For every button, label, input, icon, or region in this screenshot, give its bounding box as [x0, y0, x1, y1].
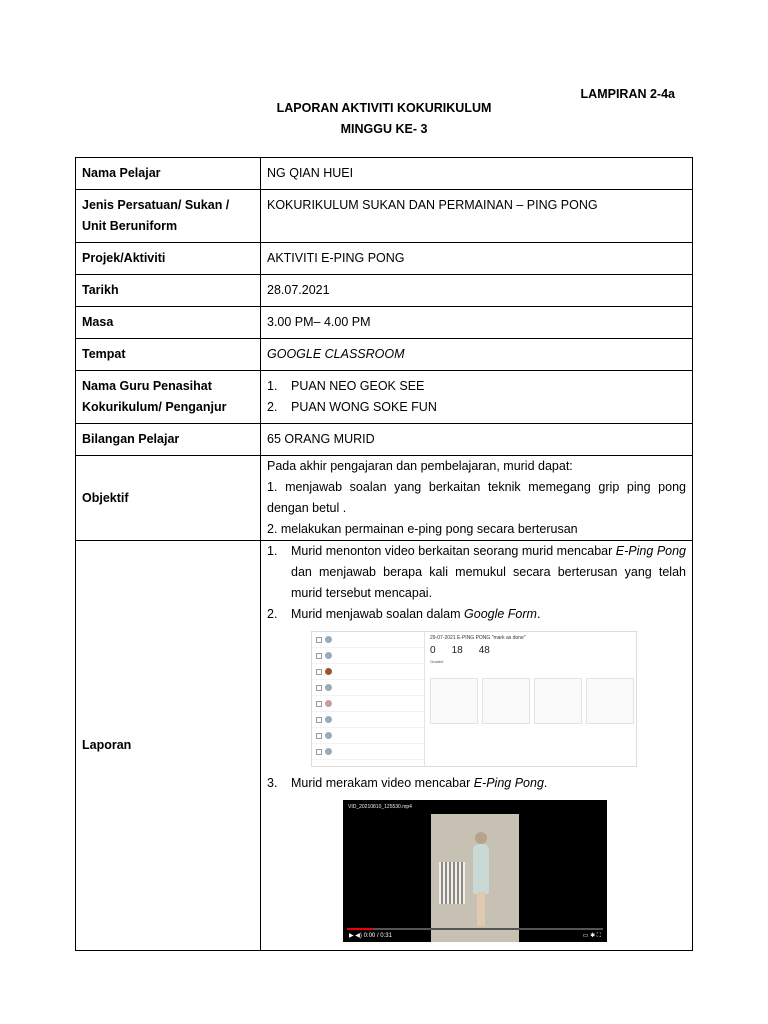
objektif-line-1: 1. menjawab soalan yang berkaitan teknik memegang grip ping pong dengan betul . — [267, 480, 686, 515]
video-progress-bar — [347, 928, 603, 930]
value-guru — [261, 371, 693, 424]
laporan-list — [267, 541, 686, 625]
student-row — [312, 648, 424, 664]
assignment-heading: 29-07-2021 E-PING PONG — [430, 635, 491, 641]
row-projek — [76, 243, 693, 275]
google-classroom-screenshot — [311, 631, 637, 767]
label-objektif: Objektif — [76, 456, 261, 541]
video-screenshot — [343, 800, 607, 942]
laporan-text: . — [543, 776, 548, 790]
student-row — [312, 664, 424, 680]
row-objektif — [76, 456, 693, 541]
laporan-num: 3. — [267, 776, 278, 790]
value-objektif — [261, 456, 693, 541]
laporan-em: E-Ping Pong — [473, 776, 544, 790]
row-tarikh — [76, 275, 693, 307]
laporan-text: dan menjawab berapa kali memukul secara berterusan yang telah murid tersebut mencapai. — [291, 565, 686, 600]
laporan-num: 1. — [267, 544, 278, 558]
label-masa: Masa — [76, 307, 261, 339]
label-bilangan: Bilangan Pelajar — [76, 424, 261, 456]
player-figure — [473, 844, 489, 894]
label-guru: Nama Guru Penasihat Kokurikulum/ Penganjur — [76, 371, 261, 424]
row-bilangan — [76, 424, 693, 456]
report-week: MINGGU KE- 3 — [340, 122, 428, 136]
laporan-text: Murid menonton video berkaitan seorang murid mencabar — [291, 544, 616, 558]
student-row — [312, 728, 424, 744]
row-jenis — [76, 190, 693, 243]
submission-card — [586, 678, 634, 724]
label-nama-pelajar: Nama Pelajar — [76, 158, 261, 190]
row-laporan — [76, 541, 693, 951]
student-row — [312, 712, 424, 728]
laporan-text: Murid merakam video mencabar — [291, 776, 474, 790]
guru-list — [267, 376, 686, 418]
label-jenis: Jenis Persatuan/ Sukan / Unit Beruniform — [76, 190, 261, 243]
filter-label: Graded — [430, 659, 444, 664]
laporan-num: 2. — [267, 607, 278, 621]
value-jenis: KOKURIKULUM SUKAN DAN PERMAINAN – PING PONG — [261, 190, 693, 243]
laporan-text: . — [536, 607, 541, 621]
objektif-line-2: 2. melakukan permainan e-ping pong secara berterusan — [267, 522, 578, 536]
play-icon: ▶ — [349, 933, 354, 939]
assignment-panel — [430, 636, 634, 724]
submission-card — [534, 678, 582, 724]
value-tarikh: 28.07.2021 — [261, 275, 693, 307]
student-list-panel — [312, 632, 425, 766]
volume-icon: ◀) — [355, 933, 362, 939]
player-head — [475, 832, 487, 844]
guru-num: 1. — [267, 379, 278, 393]
stat-turned-in: 0 — [430, 645, 436, 656]
guru-name: PUAN NEO GEOK SEE — [291, 379, 425, 393]
label-tarikh: Tarikh — [76, 275, 261, 307]
video-filename: VID_20210810_125530.mp4 — [348, 804, 412, 810]
laporan-em: E-Ping Pong — [615, 544, 687, 558]
player-legs — [477, 892, 485, 926]
laporan-item-1 — [267, 541, 686, 604]
student-row — [312, 680, 424, 696]
video-time: 0:00 / 0:31 — [363, 933, 392, 939]
guru-item — [267, 397, 686, 418]
window-grille — [439, 862, 465, 904]
submission-card — [482, 678, 530, 724]
report-table — [75, 157, 693, 951]
objektif-intro: Pada akhir pengajaran dan pembelajaran, murid dapat: — [267, 459, 573, 473]
laporan-text: Murid menjawab soalan dalam — [291, 607, 465, 621]
submission-grid — [430, 678, 634, 724]
value-tempat: GOOGLE CLASSROOM — [261, 339, 693, 371]
captions-icon: ▭ — [582, 933, 589, 939]
value-projek: AKTIVITI E-PING PONG — [261, 243, 693, 275]
settings-icon: ✱ — [590, 933, 596, 939]
guru-num: 2. — [267, 400, 278, 414]
laporan-list-cont — [267, 773, 686, 794]
label-laporan: Laporan — [76, 541, 261, 951]
label-tempat: Tempat — [76, 339, 261, 371]
mark-done-label: "mark as done" — [491, 635, 526, 641]
report-title: LAPORAN AKTIVITI KOKURIKULUM — [276, 101, 492, 115]
value-nama-pelajar: NG QIAN HUEI — [261, 158, 693, 190]
guru-item — [267, 376, 686, 397]
label-projek: Projek/Aktiviti — [76, 243, 261, 275]
laporan-item-2 — [267, 604, 686, 625]
row-masa — [76, 307, 693, 339]
row-nama-pelajar — [76, 158, 693, 190]
student-row — [312, 744, 424, 760]
row-guru — [76, 371, 693, 424]
value-masa: 3.00 PM– 4.00 PM — [261, 307, 693, 339]
row-tempat — [76, 339, 693, 371]
submission-card — [430, 678, 478, 724]
value-laporan — [261, 541, 693, 951]
fullscreen-icon: ⛶ — [596, 933, 601, 939]
student-row — [312, 696, 424, 712]
video-frame — [431, 814, 519, 942]
stat-assigned: 18 — [451, 645, 463, 656]
stat-graded: 48 — [478, 645, 490, 656]
student-row — [312, 632, 424, 648]
assignment-stats — [430, 645, 634, 656]
lampiran-label: LAMPIRAN 2-4a — [580, 87, 675, 101]
laporan-em: Google Form — [464, 607, 537, 621]
laporan-item-3 — [267, 773, 686, 794]
guru-name: PUAN WONG SOKE FUN — [291, 400, 437, 414]
value-bilangan: 65 ORANG MURID — [261, 424, 693, 456]
